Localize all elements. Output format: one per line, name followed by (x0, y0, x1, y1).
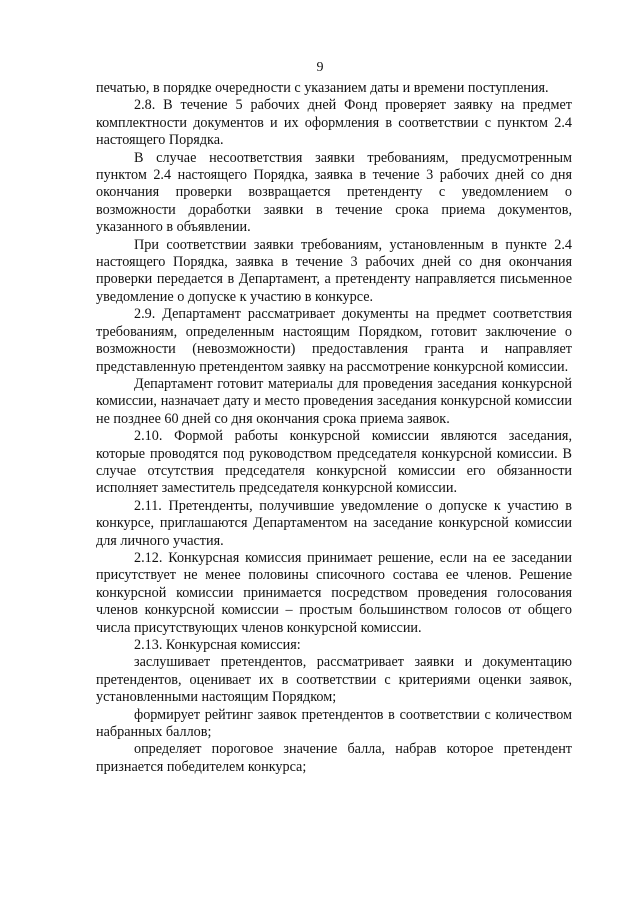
paragraph-2-13: 2.13. Конкурсная комиссия: (134, 637, 301, 653)
paragraph-2-12: 2.12. Конкурсная комиссия принимает решение, если на ее заседании присутствует не менее половины списочного состава ее членов. Решение конкурсной комиссии принимается посредством проведения голосования членов конкурсной комиссии – простым большинством голосов от общего числа присутствующих членов конкурсной комиссии. (96, 549, 572, 636)
list-item-hear-applicants: заслушивает претендентов, рассматривает заявки и документацию претендентов, оценивает их в соответствии с критериями оценки заявок, установленными настоящим Порядком; (96, 654, 572, 706)
page-number: 9 (316, 60, 324, 75)
paragraph-2-10: 2.10. Формой работы конкурсной комиссии являются заседания, которые проводятся под руководством председателя конкурсной комиссии. В случае отсутствия председателя конкурсной комиссии его обязанности исполняет заместитель председателя конкурсной комиссии. (96, 428, 572, 497)
list-item-threshold: определяет пороговое значение балла, набрав которое претендент признается победителем конкурса; (96, 741, 572, 775)
paragraph-2-9: 2.9. Департамент рассматривает документы на предмет соответствия требованиям, определенным настоящим Порядком, готовит заключение о возможности (невозможности) предоставления гранта и направляет представленную претендентом заявку на рассмотрение конкурсной комиссии. (96, 306, 572, 375)
paragraph-2-8-nonconformity: В случае несоответствия заявки требованиям, предусмотренным пунктом 2.4 настоящего Порядка, заявка в течение 3 рабочих дней со дня окончания проверки возвращается претенденту с уведомлением о возможности доработки заявки в течение срока приема документов, указанного в объявлении. (96, 149, 572, 236)
paragraph-2-8-conformity: При соответствии заявки требованиям, установленным в пункте 2.4 настоящего Порядка, заявка в течение 3 рабочих дней со дня окончания проверки передается в Департамент, а претенденту направляется письменное уведомление о допуске к участию в конкурсе. (96, 236, 572, 305)
list-item-form-rating: формирует рейтинг заявок претендентов в соответствии с количеством набранных баллов; (96, 706, 572, 741)
paragraph-continuation: печатью, в порядке очередности с указанием даты и времени поступления. (96, 80, 549, 96)
paragraph-2-11: 2.11. Претенденты, получившие уведомление о допуске к участию в конкурсе, приглашаются Департаментом на заседание конкурсной комиссии для личного участия. (96, 497, 572, 549)
paragraph-2-8: 2.8. В течение 5 рабочих дней Фонд проверяет заявку на предмет комплектности документов и их оформления в соответствии с пунктом 2.4 настоящего Порядка. (96, 97, 572, 149)
document-body (96, 80, 572, 776)
paragraph-2-9-meeting: Департамент готовит материалы для проведения заседания конкурсной комиссии, назначает дату и место проведения заседания конкурсной комиссии не позднее 60 дней со дня окончания срока приема заявок. (96, 375, 572, 427)
